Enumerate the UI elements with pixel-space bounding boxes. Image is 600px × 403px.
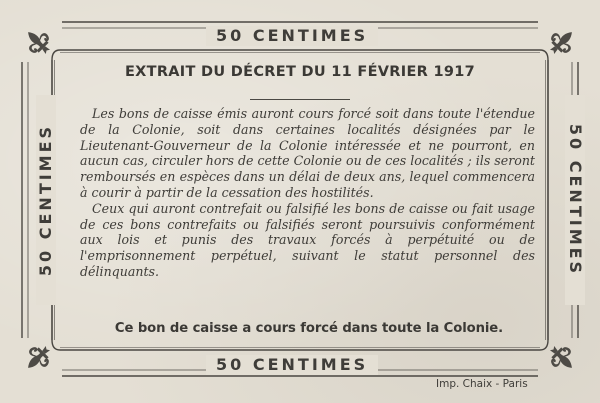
decree-paragraph: Ceux qui auront contrefait ou falsifié les bons de caisse ou fait usage de ces bons contrefaits ou falsifiés seront poursuivis conformément aux lois et punis des travaux forcés à perpétuité ou de l'emprisonnement perpétuel, suivant le statut personnel des délinquants. [80,200,535,279]
denomination-top: 50 CENTIMES [206,26,378,46]
title-divider [250,99,350,100]
fleur-de-lis-icon [20,24,56,60]
denomination-right: 50 CENTIMES [565,95,585,305]
denomination-left: 50 CENTIMES [36,95,56,305]
printer-imprint: Imp. Chaix - Paris [436,378,528,390]
fleur-de-lis-icon [544,340,580,376]
denomination-bottom: 50 CENTIMES [206,355,378,375]
decree-paragraph: Les bons de caisse émis auront cours forcé soit dans toute l'étendue de la Colonie, soit dans certaines localités désignées par le Lieutenant-Gouverneur de la Colonie intéressée et ne pourront, en aucun cas, circuler hors de cette Colonie ou de ces localités ; ils seront remboursés en espèces dans un délai de deux ans, lequel commencera à courir à partir de la cessation des hostilités. [80,106,535,200]
legal-tender-statement: Ce bon de caisse a cours forcé dans toute la Colonie. [114,321,504,336]
fleur-de-lis-icon [544,24,580,60]
fleur-de-lis-icon [20,340,56,376]
decree-title: EXTRAIT DU DÉCRET DU 11 FÉVRIER 1917 [124,64,476,80]
decree-text [80,106,535,280]
